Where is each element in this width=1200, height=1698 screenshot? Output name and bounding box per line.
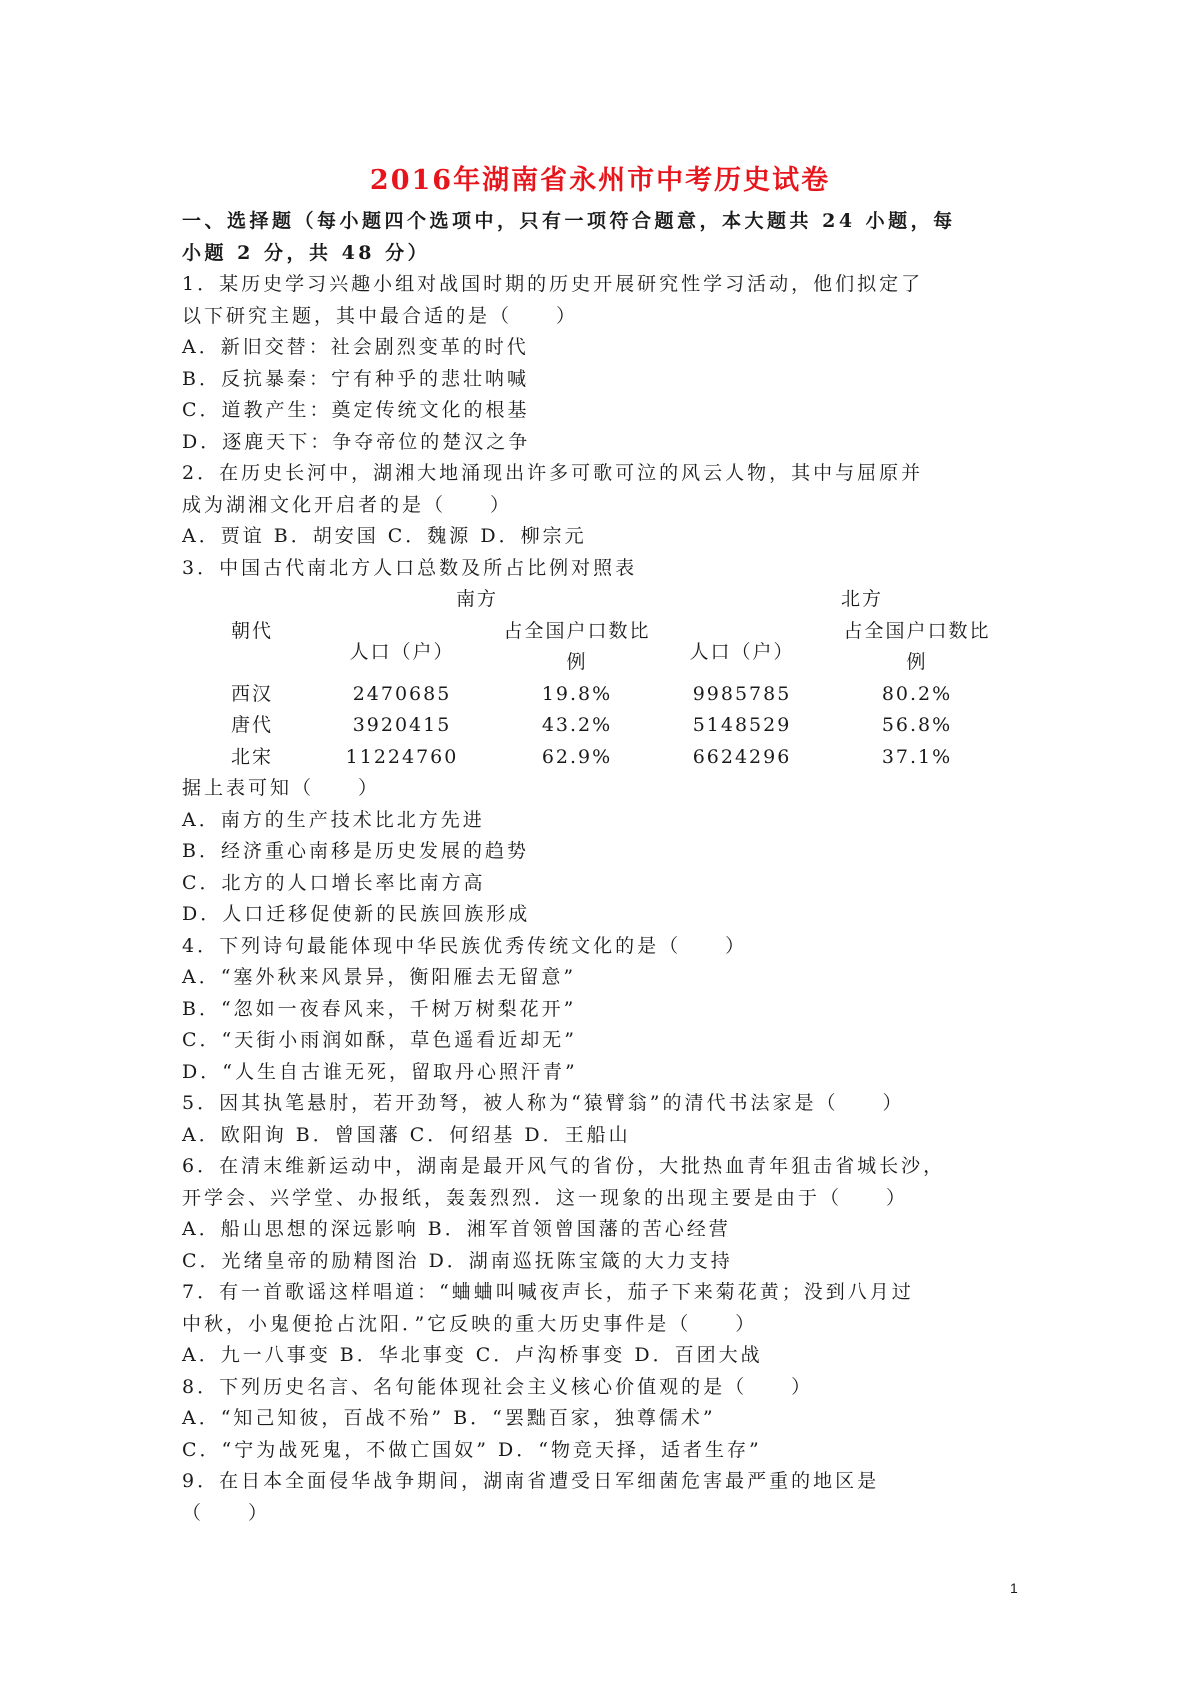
question-1-line1: 1．某历史学习兴趣小组对战国时期的历史开展研究性学习活动，他们拟定了 — [182, 273, 924, 295]
header-north-ratio-line2: 例 — [906, 651, 928, 673]
question-6-line1: 6．在清末维新运动中，湖南是最开风气的省份，大批热血青年狙击省城长沙， — [182, 1155, 946, 1177]
question-4-option-c: C．“天街小雨润如酥，草色遥看近却无” — [182, 1029, 577, 1051]
header-south-population — [322, 616, 482, 679]
population-table — [182, 584, 1022, 773]
question-7-line1: 7．有一首歌谣这样唱道：“蛐蛐叫喊夜声长，茄子下来菊花黄；没到八月过 — [182, 1281, 914, 1303]
header-north-population-label: 人口（户） — [689, 641, 795, 664]
question-7-line2: 中秋，小鬼便抢占沈阳．”它反映的重大历史事件是（ ） — [182, 1312, 758, 1335]
table-row — [182, 679, 1022, 711]
question-1-option-a: A．新旧交替：社会剧烈变革的时代 — [182, 336, 529, 358]
question-2-line2: 成为湖湘文化开启者的是（ ） — [182, 493, 513, 516]
cell-south-ratio: 62.9% — [541, 745, 613, 768]
cell-south-ratio: 43.2% — [541, 714, 613, 736]
page-number: 1 — [1010, 1580, 1018, 1596]
table-row — [182, 710, 1022, 742]
cell-dynasty: 北宋 — [230, 745, 273, 768]
question-6-options-line2: C．光绪皇帝的励精图治 D．湖南巡抚陈宝箴的大力支持 — [182, 1249, 733, 1272]
exam-content — [182, 206, 1022, 1529]
question-3-option-c: C．北方的人口增长率比南方高 — [182, 871, 486, 894]
question-9-line2: （ ） — [182, 1501, 271, 1524]
cell-north-pop: 5148529 — [692, 714, 792, 736]
cell-south-pop: 11224760 — [345, 745, 459, 768]
cell-north-pop: 9985785 — [692, 682, 792, 705]
cell-north-ratio: 37.1% — [881, 745, 953, 768]
question-8-options-line1: A．“知己知彼，百战不殆” B．“罢黜百家，独尊儒术” — [182, 1407, 716, 1429]
question-8-options-line2: C．“宁为战死鬼，不做亡国奴” D．“物竞天择，适者生存” — [182, 1438, 762, 1461]
header-south-population-label: 人口（户） — [349, 641, 455, 664]
header-north-population — [672, 616, 812, 679]
cell-north-pop: 6624296 — [692, 745, 792, 768]
question-4-option-a: A．“塞外秋来风景异，衡阳雁去无留意” — [182, 966, 577, 988]
cell-south-pop: 2470685 — [352, 682, 452, 705]
cell-dynasty: 西汉 — [230, 682, 273, 705]
table-header-columns-row — [182, 616, 1022, 679]
question-1-option-c: C．道教产生：奠定传统文化的根基 — [182, 399, 530, 421]
header-north-ratio — [812, 616, 1022, 679]
question-4-line1: 4．下列诗句最能体现中华民族优秀传统文化的是（ ） — [182, 934, 748, 957]
question-2-line1: 2．在历史长河中，湖湘大地涌现出许多可歌可泣的风云人物，其中与屈原并 — [182, 462, 924, 484]
question-3-option-b: B．经济重心南移是历史发展的趋势 — [182, 840, 529, 862]
cell-north-ratio: 56.8% — [881, 714, 953, 736]
header-south-ratio-line1: 占全国户口数比 — [503, 619, 651, 642]
section-heading-line2: 小题 2 分，共 48 分） — [182, 241, 431, 264]
header-north: 北方 — [840, 588, 883, 610]
question-6-options-line1: A．船山思想的深远影响 B．湘军首领曾国藩的苦心经营 — [182, 1218, 731, 1240]
header-south-ratio — [482, 616, 672, 679]
question-4-option-b: B．“忽如一夜春风来，千树万树梨花开” — [182, 997, 577, 1020]
question-4-option-d: D．“人生自古谁无死，留取丹心照汗青” — [182, 1060, 578, 1083]
question-7-options: A．九一八事变 B．华北事变 C．卢沟桥事变 D．百团大战 — [182, 1344, 763, 1366]
question-1-option-d: D．逐鹿天下：争夺帝位的楚汉之争 — [182, 430, 531, 453]
table-header-region-row — [182, 584, 1022, 616]
cell-south-pop: 3920415 — [352, 714, 452, 736]
question-1-option-b: B．反抗暴秦：宁有种乎的悲壮呐喊 — [182, 367, 529, 390]
cell-south-ratio: 19.8% — [541, 682, 613, 705]
question-5-line1: 5．因其执笔悬肘，若开劲弩，被人称为“猿臂翁”的清代书法家是（ ） — [182, 1092, 905, 1114]
question-6-line2: 开学会、兴学堂、办报纸，轰轰烈烈．这一现象的出现主要是由于（ ） — [182, 1186, 909, 1209]
table-row — [182, 742, 1022, 774]
question-8-line1: 8．下列历史名言、名句能体现社会主义核心价值观的是（ ） — [182, 1375, 814, 1398]
cell-dynasty: 唐代 — [230, 714, 273, 736]
question-2-options: A．贾谊 B．胡安国 C．魏源 D．柳宗元 — [182, 525, 587, 547]
header-south-ratio-line2: 例 — [566, 651, 588, 673]
cell-north-ratio: 80.2% — [881, 682, 953, 705]
header-south: 南方 — [455, 588, 498, 610]
header-dynasty-label: 朝代 — [230, 619, 273, 642]
question-1-line2: 以下研究主题，其中最合适的是（ ） — [182, 304, 579, 327]
question-5-options: A．欧阳询 B．曾国藩 C．何绍基 D．王船山 — [182, 1123, 631, 1146]
question-3-stem: 据上表可知（ ） — [182, 777, 381, 799]
exam-title: 2016年湖南省永州市中考历史试卷 — [369, 165, 831, 196]
section-heading-line1: 一、选择题（每小题四个选项中，只有一项符合题意，本大题共 24 小题，每 — [182, 210, 956, 232]
question-9-line1: 9．在日本全面侵华战争期间，湖南省遭受日军细菌危害最严重的地区是 — [182, 1470, 880, 1492]
question-3-line1: 3．中国古代南北方人口总数及所占比例对照表 — [182, 556, 638, 579]
question-3-option-d: D．人口迁移促使新的民族回族形成 — [182, 903, 531, 925]
header-north-ratio-line1: 占全国户口数比 — [843, 619, 991, 642]
question-3-option-a: A．南方的生产技术比北方先进 — [182, 808, 485, 831]
header-dynasty — [182, 616, 322, 679]
